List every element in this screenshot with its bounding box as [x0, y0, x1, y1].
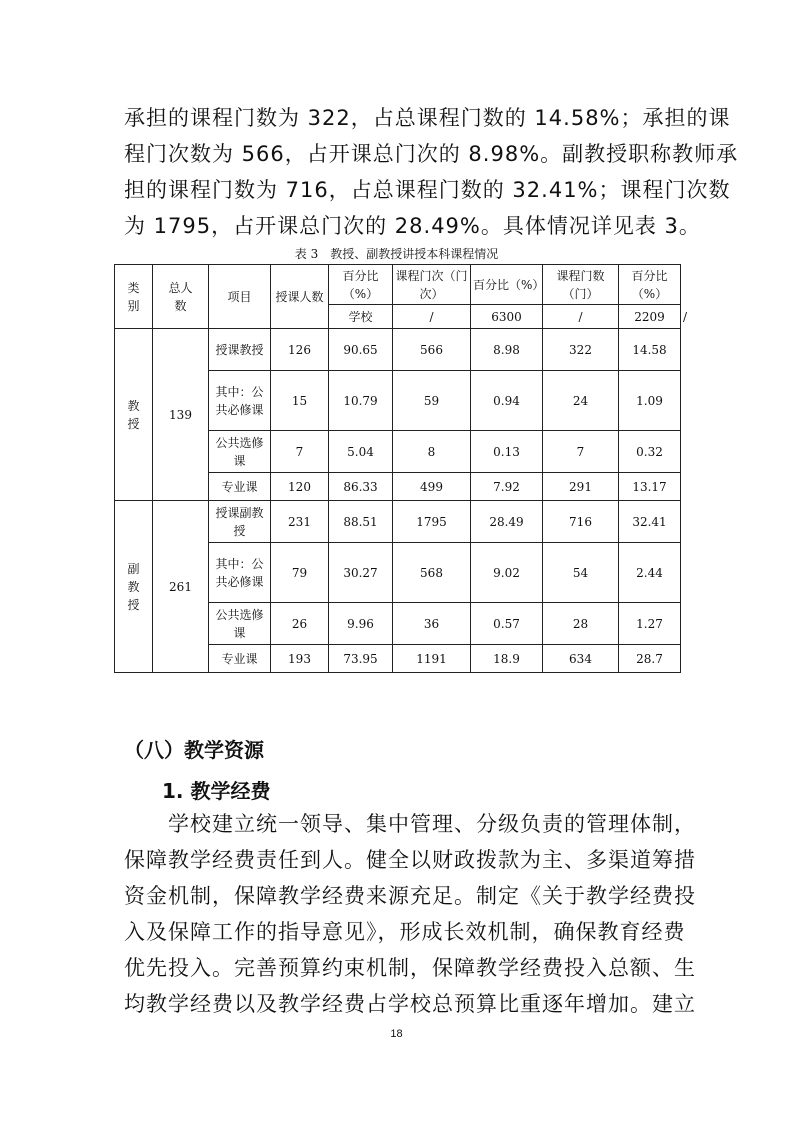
cell: 24 — [543, 371, 619, 431]
cell: 54 — [543, 543, 619, 603]
header-pct3: 百分比（%） — [619, 265, 681, 305]
header-row — [115, 265, 681, 305]
group-total: 261 — [153, 501, 209, 673]
course-table — [114, 264, 688, 673]
cell: 79 — [271, 543, 329, 603]
cell: 322 — [543, 329, 619, 371]
group-category: 副教授 — [115, 501, 153, 673]
cell: 9.02 — [471, 543, 543, 603]
header-item: 项目 — [209, 265, 271, 329]
school-row: 学校 / 6300 / 2209 / — [115, 305, 681, 329]
row-item: 其中：公共必修课 — [209, 371, 271, 431]
group-category: 教授 — [115, 329, 153, 501]
cell: 0.94 — [471, 371, 543, 431]
cell: 1191 — [393, 645, 471, 673]
cell: 7 — [543, 431, 619, 473]
group-total: 139 — [153, 329, 209, 501]
cell: 28.49 — [471, 501, 543, 543]
cell: 6300 — [471, 305, 543, 329]
cell: 30.27 — [329, 543, 393, 603]
row-item: 专业课 — [209, 473, 271, 501]
cell: 90.65 — [329, 329, 393, 371]
header-category: 类别 — [115, 265, 153, 329]
cell: 8.98 — [471, 329, 543, 371]
row-item: 专业课 — [209, 645, 271, 673]
header-pct1: 百分比（%） — [329, 265, 393, 305]
text-line: 为 1795，占开课总门次的 28.49%。具体情况详见表 3。 — [124, 214, 701, 238]
table-row — [115, 501, 681, 543]
intro-paragraph — [124, 100, 739, 244]
cell: 5.04 — [329, 431, 393, 473]
cell: 86.33 — [329, 473, 393, 501]
cell: 13.17 — [619, 473, 681, 501]
cell: / — [393, 305, 471, 329]
cell: 126 — [271, 329, 329, 371]
cell: 10.79 — [329, 371, 393, 431]
row-item: 授课副教授 — [209, 501, 271, 543]
cell: 231 — [271, 501, 329, 543]
cell: 2.44 — [619, 543, 681, 603]
section-heading: （八）教学资源 — [124, 738, 264, 762]
cell: 59 — [393, 371, 471, 431]
text-line: 担的课程门数为 716，占总课程门数的 32.41%；课程门次数 — [124, 178, 731, 202]
cell: 499 — [393, 473, 471, 501]
cell: 18.9 — [471, 645, 543, 673]
page-number: 18 — [390, 1028, 403, 1040]
school-label: 学校 — [329, 305, 393, 329]
table-caption: 表 3 教授、副教授讲授本科课程情况 — [294, 247, 499, 261]
cell: / — [543, 305, 619, 329]
cell: 568 — [393, 543, 471, 603]
cell: 36 — [393, 603, 471, 645]
cell: 291 — [543, 473, 619, 501]
header-teachers: 授课人数 — [271, 265, 329, 329]
cell: 1.09 — [619, 371, 681, 431]
cell: 120 — [271, 473, 329, 501]
text-line: 学校建立统一领导、集中管理、分级负责的管理体制， — [124, 812, 696, 836]
text-line: 保障教学经费责任到人。健全以财政拨款为主、多渠道筹措 — [124, 848, 696, 872]
row-item: 公共选修课 — [209, 431, 271, 473]
cell: 1795 — [393, 501, 471, 543]
cell: 716 — [543, 501, 619, 543]
row-item: 公共选修课 — [209, 603, 271, 645]
cell: 1.27 — [619, 603, 681, 645]
cell: 634 — [543, 645, 619, 673]
row-item: 授课教授 — [209, 329, 271, 371]
cell: 28.7 — [619, 645, 681, 673]
cell: 26 — [271, 603, 329, 645]
text-line: 程门次数为 566，占开课总门次的 8.98%。副教授职称教师承 — [124, 142, 739, 166]
cell: 14.58 — [619, 329, 681, 371]
cell: 0.13 — [471, 431, 543, 473]
cell: 0.57 — [471, 603, 543, 645]
body-paragraph — [124, 806, 696, 1022]
cell: 0.32 — [619, 431, 681, 473]
cell: 73.95 — [329, 645, 393, 673]
text-line: 入及保障工作的指导意见》，形成长效机制，确保教育经费 — [124, 920, 686, 944]
cell: 193 — [271, 645, 329, 673]
header-total: 总人数 — [153, 265, 209, 329]
cell: 2209 — [619, 305, 681, 329]
header-pct2: 百分比（%） — [471, 265, 543, 305]
cell: 88.51 — [329, 501, 393, 543]
text-line: 承担的课程门数为 322，占总课程门数的 14.58%；承担的课 — [124, 106, 731, 130]
header-course-times: 课程门次（门次） — [393, 265, 471, 305]
subsection-heading: 1. 教学经费 — [162, 779, 271, 803]
row-item: 其中：公共必修课 — [209, 543, 271, 603]
cell: 32.41 — [619, 501, 681, 543]
text-line: 资金机制，保障教学经费来源充足。制定《关于教学经费投 — [124, 884, 696, 908]
cell: 28 — [543, 603, 619, 645]
text-line: 优先投入。完善预算约束机制，保障教学经费投入总额、生 — [124, 956, 696, 980]
header-course-count: 课程门数（门） — [543, 265, 619, 305]
cell: 7 — [271, 431, 329, 473]
cell: 15 — [271, 371, 329, 431]
text-line: 均教学经费以及教学经费占学校总预算比重逐年增加。建立 — [124, 992, 696, 1016]
table-row — [115, 329, 681, 371]
cell: 8 — [393, 431, 471, 473]
cell: 7.92 — [471, 473, 543, 501]
cell: 9.96 — [329, 603, 393, 645]
cell: 566 — [393, 329, 471, 371]
